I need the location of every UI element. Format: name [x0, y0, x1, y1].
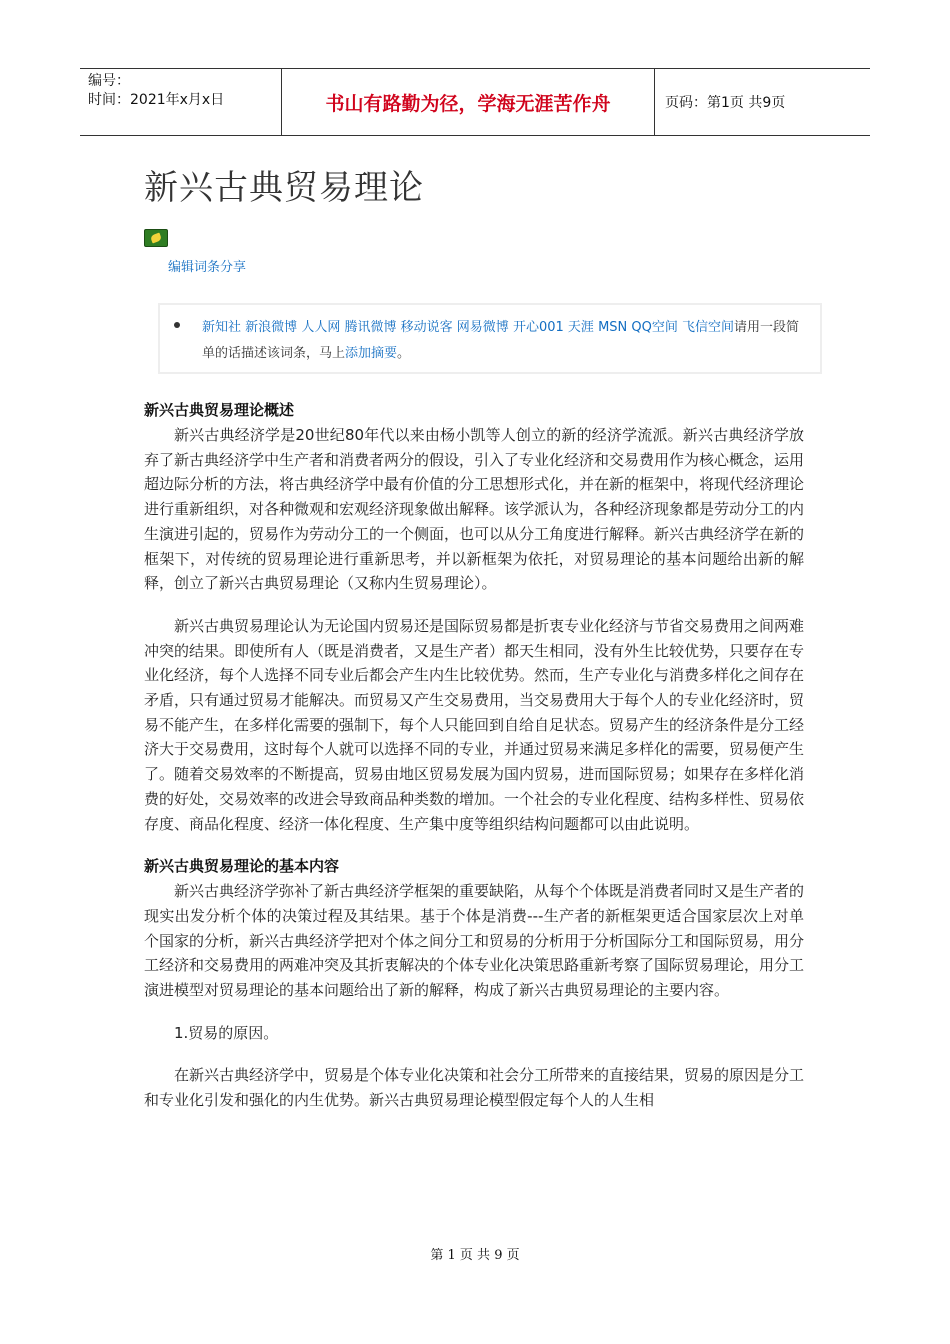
bullet-icon — [174, 322, 180, 328]
paragraph: 在新兴古典经济学中，贸易是个体专业化决策和社会分工所带来的直接结果，贸易的原因是分工和专业化引发和强化的内生优势。新兴古典贸易理论模型假定每个人的人生相 — [144, 1066, 805, 1110]
share-link-sina-weibo[interactable]: 新浪微博 — [245, 320, 298, 335]
share-link-qq-space[interactable]: QQ空间 — [631, 320, 678, 335]
list-item-heading: 1.贸易的原因。 — [174, 1023, 279, 1042]
time-label: 时间：2021年x月x日 — [88, 92, 225, 108]
header-meta-cell — [80, 69, 282, 135]
paragraph: 新兴古典经济学是20世纪80年代以来由杨小凯等人创立的新的经济学流派。新兴古典经济学放弃了新古典经济学中生产者和消费者两分的假设，引入了专业化经济和交易费用作为核心概念，运用超边际分析的方法，将古典经济学中最有价值的分工思想形式化，并在新的框架中，将现代经济理论进行重新组织，对各种微观和宏观经济现象做出解释。该学派认为，各种经济现象都是劳动分工的内生演进引起的，贸易作为劳动分工的一个侧面，也可以从分工角度进行解释。新兴古典经济学在新的框架下，对传统的贸易理论进行重新思考，并以新框架为依托，对贸易理论的基本问题给出新的解释，创立了新兴古典贸易理论（又称内生贸易理论）。 — [144, 426, 805, 593]
page-title: 新兴古典贸易理论 — [144, 168, 424, 208]
section-heading-basic-content: 新兴古典贸易理论的基本内容 — [144, 857, 340, 876]
edit-share-link[interactable]: 编辑词条分享 — [168, 260, 247, 275]
share-box — [158, 303, 822, 374]
article-body — [144, 398, 804, 1113]
share-link-renren[interactable]: 人人网 — [301, 320, 341, 335]
add-summary-link[interactable]: 添加摘要 — [345, 346, 398, 361]
page-footer: 第 1 页 共 9 页 — [430, 1248, 520, 1263]
number-label: 编号： — [88, 73, 130, 89]
paragraph: 新兴古典贸易理论认为无论国内贸易还是国际贸易都是折衷专业化经济与节省交易费用之间两难冲突的结果。即使所有人（既是消费者，又是生产者）都天生相同，没有外生比较优势，只要存在专业化经济，每个人选择不同专业后都会产生内生比较优势。然而，生产专业化与消费多样化之间存在矛盾，只有通过贸易才能解决。而贸易又产生交易费用，当交易费用大于每个人的专业化经济时，贸易不能产生，在多样化需要的强制下，每个人只能回到自给自足状态。贸易产生的经济条件是分工经济大于交易费用，这时每个人就可以选择不同的专业，并通过贸易来满足多样化的需要，贸易便产生了。随着交易效率的不断提高，贸易由地区贸易发展为国内贸易，进而国际贸易；如果存在多样化消费的好处，交易效率的改进会导致商品种类数的增加。一个社会的专业化程度、结构多样性、贸易依存度、商品化程度、经济一体化程度、生产集中度等组织结构问题都可以由此说明。 — [144, 616, 805, 833]
share-text — [202, 315, 802, 367]
share-link-netease-weibo[interactable]: 网易微博 — [456, 320, 509, 335]
share-link-yidong-shuoke[interactable]: 移动说客 — [400, 320, 453, 335]
section-heading-overview: 新兴古典贸易理论概述 — [144, 401, 295, 419]
edit-icon[interactable] — [144, 229, 168, 247]
share-link-msn[interactable]: MSN — [598, 320, 628, 335]
share-link-tianya[interactable]: 天涯 — [567, 320, 594, 335]
share-prompt: 请用一段简单的话描述该词条，马上 — [202, 320, 800, 361]
share-link-xinzhishe[interactable]: 新知社 — [202, 320, 242, 335]
header-page-label: 页码：第1页 共9页 — [665, 95, 786, 111]
share-link-tencent-weibo[interactable]: 腾讯微博 — [344, 320, 397, 335]
header-motto: 书山有路勤为径，学海无涯苦作舟 — [282, 69, 655, 135]
document-header — [80, 68, 870, 136]
paragraph: 新兴古典经济学弥补了新古典经济学框架的重要缺陷，从每个个体既是消费者同时又是生产者的现实出发分析个体的决策过程及其结果。基于个体是消费---生产者的新框架更适合国家层次上对单个国家的分析，新兴古典经济学把对个体之间分工和贸易的分析用于分析国际分工和国际贸易，用分工经济和交易费用的两难冲突及其折衷解决的个体专业化决策思路重新考察了国际贸易理论，用分工演进模型对贸易理论的基本问题给出了新的解释，构成了新兴古典贸易理论的主要内容。 — [144, 882, 805, 1000]
share-link-fetion-space[interactable]: 飞信空间 — [682, 320, 735, 335]
share-link-kaixin001[interactable]: 开心001 — [512, 320, 564, 335]
share-prompt-end: 。 — [397, 346, 411, 361]
